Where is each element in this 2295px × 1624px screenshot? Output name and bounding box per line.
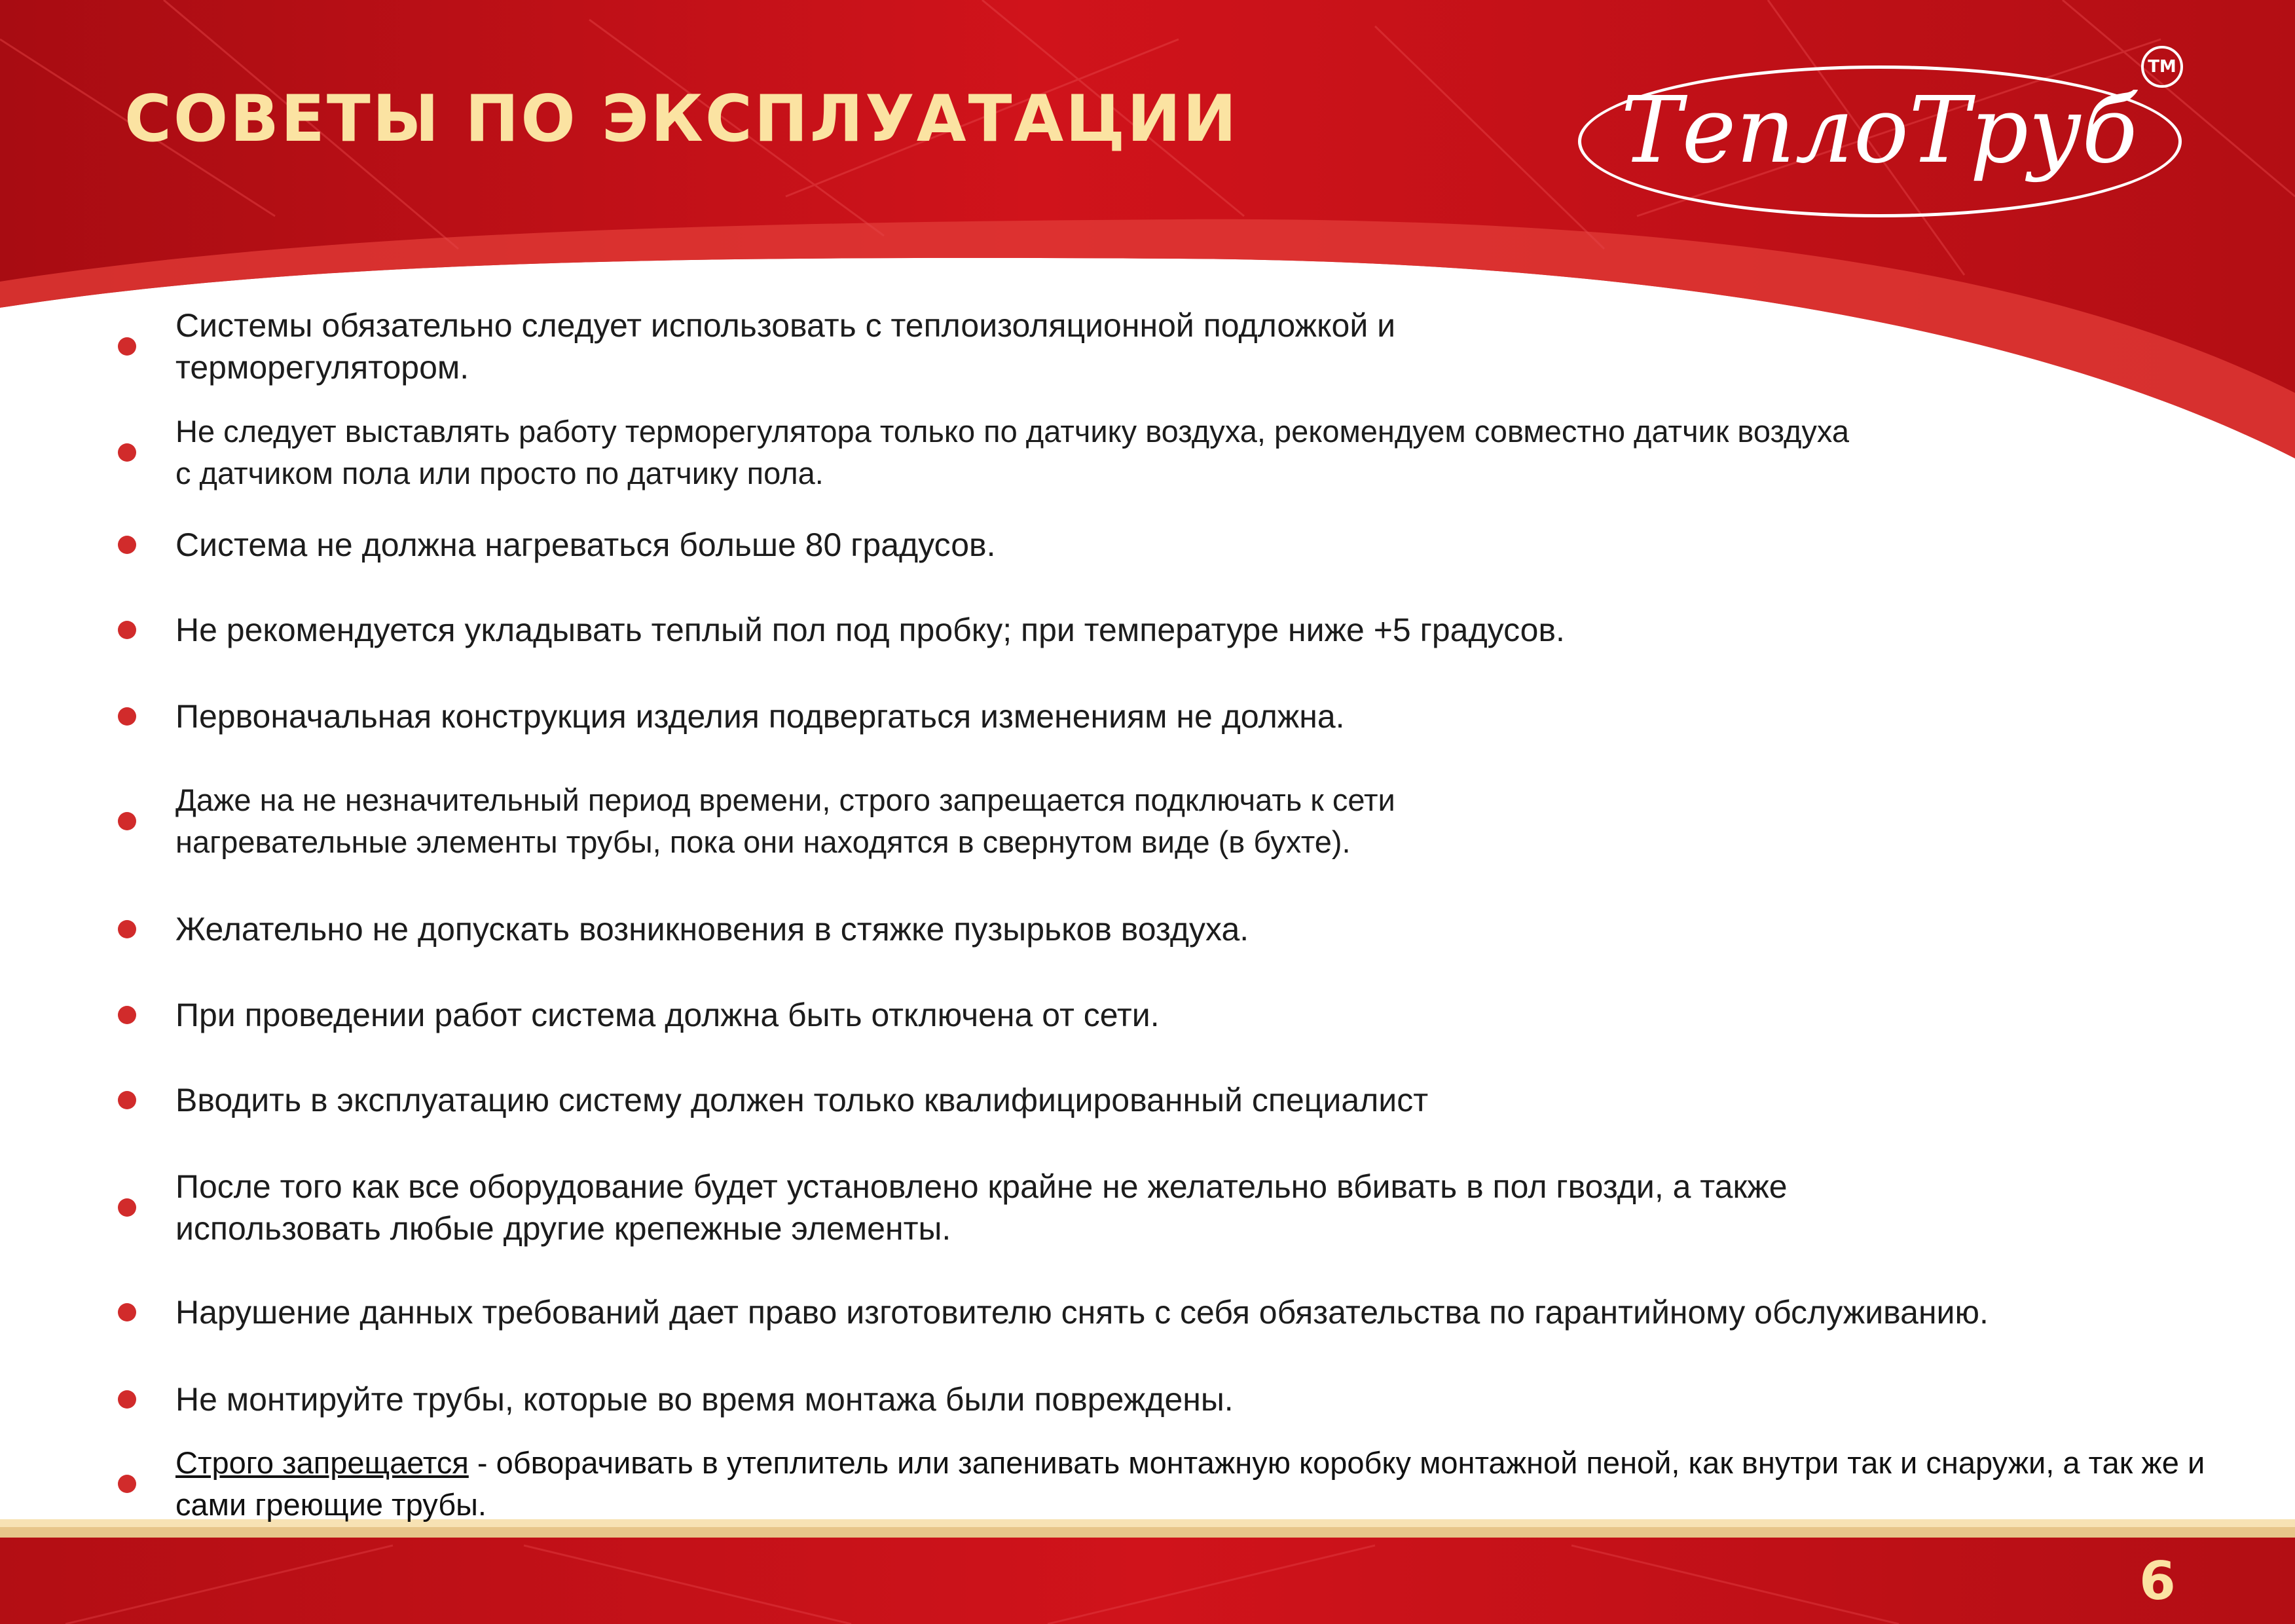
tip-text: Первоначальная конструкция изделия подвергаться изменениям не должна.	[175, 698, 1345, 735]
bullet-icon	[118, 707, 136, 726]
tip-text: Не рекомендуется укладывать теплый пол под пробку; при температуре ниже +5 градусов.	[175, 612, 1565, 648]
logo-text: ТеплоТруб	[1621, 77, 2138, 184]
list-item	[118, 908, 2226, 950]
logo	[1578, 65, 2180, 216]
tip-text: Системы обязательно следует использовать с теплоизоляционной подложкой и терморегулятором.	[175, 307, 1396, 386]
bullet-icon	[118, 1006, 136, 1024]
tip-text: При проведении работ система должна быть отключена от сети.	[175, 997, 1160, 1033]
list-item	[118, 304, 2226, 388]
bullet-icon	[118, 812, 136, 830]
list-item	[118, 1378, 2226, 1420]
tip-text: Не следует выставлять работу терморегулятора только по датчику воздуха, рекомендуем совместно датчик воздуха с датчиком пола или просто по датчику пола.	[175, 414, 1850, 490]
bullet-icon	[118, 1198, 136, 1217]
warning-emphasis: Строго запрещается	[175, 1445, 469, 1480]
bullet-icon	[118, 621, 136, 639]
bullet-icon	[118, 1475, 136, 1493]
list-item	[118, 1291, 2226, 1333]
tip-text: Вводить в эксплуатацию систему должен только квалифицированный специалист	[175, 1082, 1429, 1118]
list-item	[118, 524, 2226, 566]
bullet-icon	[118, 1390, 136, 1409]
bullet-icon	[118, 920, 136, 938]
tip-text: Нарушение данных требований дает право изготовителю снять с себя обязательства по гарантийному обслуживанию.	[175, 1294, 1989, 1331]
bullet-icon	[118, 443, 136, 462]
tip-text: Даже на не незначительный период времени, строго запрещается подключать к сети нагревательные элементы трубы, пока они находятся в свернутом виде (в бухте).	[175, 783, 1395, 859]
tip-text: Система не должна нагреваться больше 80 градусов.	[175, 526, 996, 563]
tip-text: Желательно не допускать возникновения в стяжке пузырьков воздуха.	[175, 911, 1249, 948]
bullet-icon	[118, 337, 136, 356]
list-item	[118, 779, 2226, 863]
list-item	[118, 695, 2226, 737]
page-title: СОВЕТЫ ПО ЭКСПЛУАТАЦИИ	[124, 82, 1239, 157]
tip-text-warning	[175, 1442, 2226, 1526]
list-item	[118, 1442, 2226, 1526]
tip-text: Не монтируйте трубы, которые во время монтажа были повреждены.	[175, 1381, 1234, 1418]
list-item	[118, 1079, 2226, 1121]
bullet-icon	[118, 1303, 136, 1321]
list-item	[118, 1166, 2226, 1249]
tip-text: После того как все оборудование будет установлено крайне не желательно вбивать в пол гвозди, а также использовать любые другие крепежные элементы.	[175, 1168, 1788, 1247]
bullet-icon	[118, 1091, 136, 1109]
list-item	[118, 609, 2226, 651]
warning-text: - обворачивать в утеплитель или запенивать монтажную коробку монтажной пеной, как внутри так и снаружи, а так же и сами греющие трубы.	[175, 1445, 2205, 1522]
trademark-icon: TM	[2141, 46, 2183, 88]
page-number: 6	[2139, 1551, 2176, 1612]
list-item	[118, 994, 2226, 1036]
bullet-icon	[118, 536, 136, 554]
list-item	[118, 411, 2226, 494]
